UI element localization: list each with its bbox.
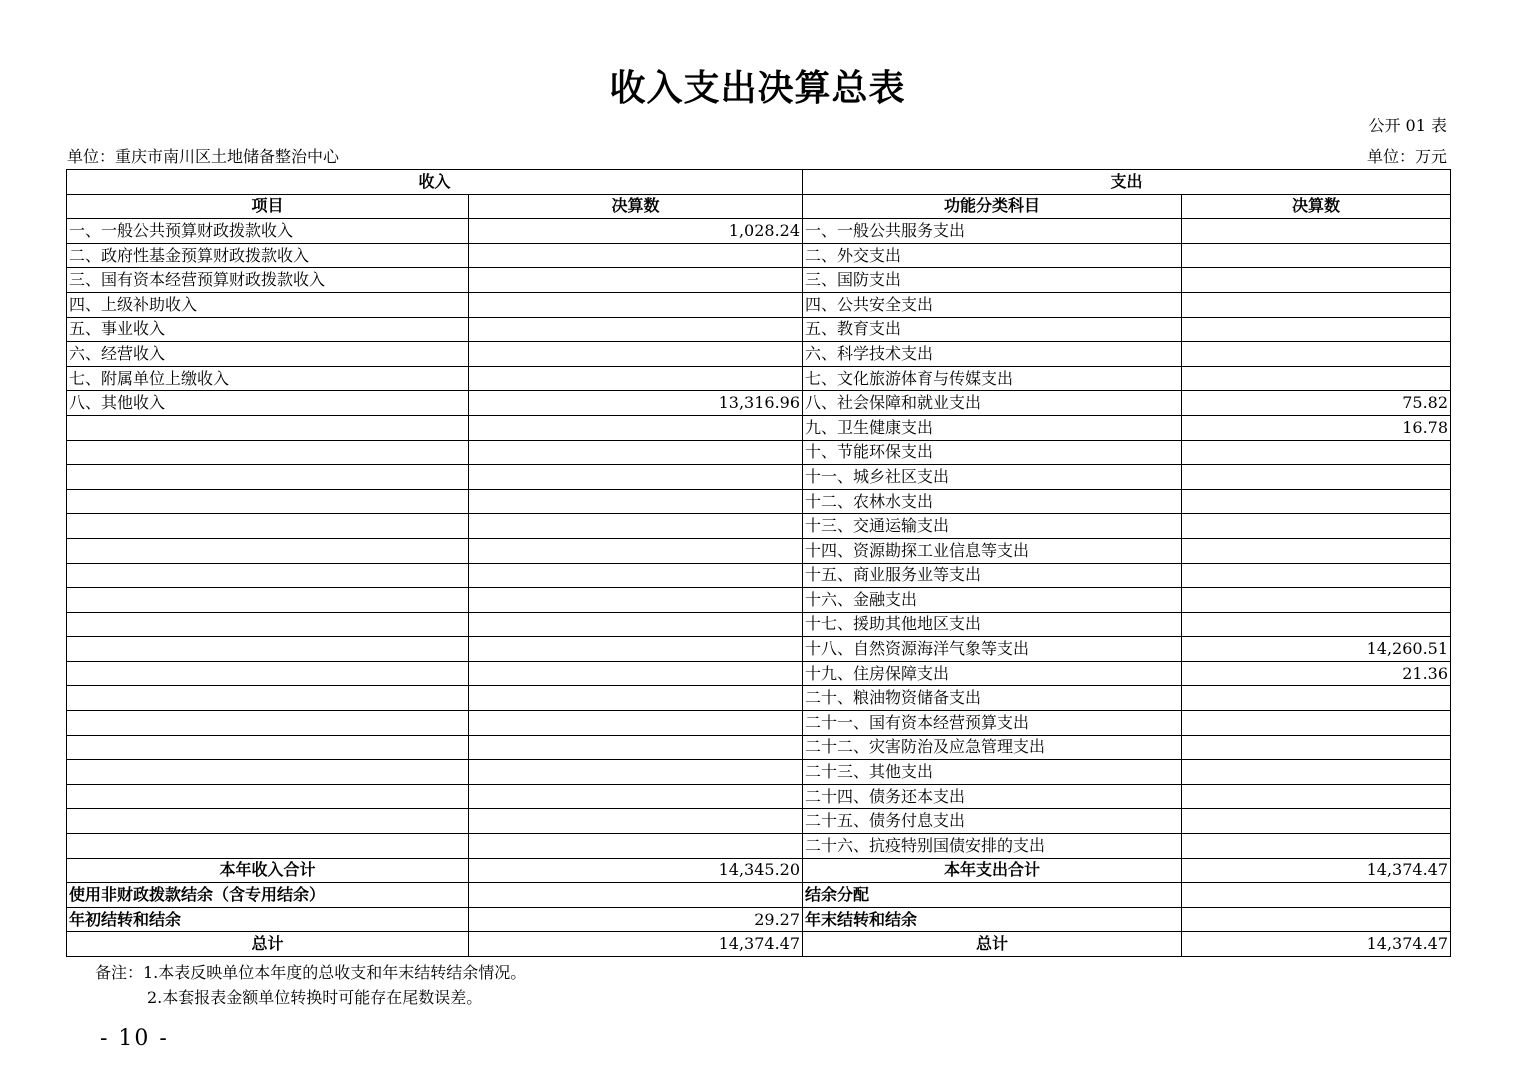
income-amount-cell bbox=[469, 366, 803, 391]
income-amount-cell bbox=[469, 268, 803, 293]
income-amount-cell bbox=[469, 342, 803, 367]
income-amount-cell: 1,028.24 bbox=[469, 219, 803, 244]
expense-item-cell: 十六、金融支出 bbox=[803, 588, 1182, 613]
table-row bbox=[67, 735, 1451, 760]
income-item-cell bbox=[67, 440, 469, 465]
income-header: 收入 bbox=[67, 170, 803, 195]
table-row bbox=[67, 784, 1451, 809]
summary-expense-label: 总计 bbox=[803, 932, 1182, 957]
income-amount-cell bbox=[469, 588, 803, 613]
income-amount-cell bbox=[469, 465, 803, 490]
income-item-cell bbox=[67, 809, 469, 834]
expense-amount-cell bbox=[1182, 809, 1451, 834]
expense-amount-cell bbox=[1182, 735, 1451, 760]
expense-item-cell: 五、教育支出 bbox=[803, 317, 1182, 342]
expense-amount-cell bbox=[1182, 588, 1451, 613]
table-row bbox=[67, 391, 1451, 416]
expense-amount-cell bbox=[1182, 711, 1451, 736]
table-row bbox=[67, 538, 1451, 563]
table-row bbox=[67, 637, 1451, 662]
income-item-cell bbox=[67, 563, 469, 588]
income-amount-cell bbox=[469, 809, 803, 834]
income-amount-cell bbox=[469, 834, 803, 859]
expense-item-cell: 七、文化旅游体育与传媒支出 bbox=[803, 366, 1182, 391]
table-row bbox=[67, 489, 1451, 514]
expense-amount-cell bbox=[1182, 760, 1451, 785]
income-amount-cell bbox=[469, 489, 803, 514]
expense-item-cell: 四、公共安全支出 bbox=[803, 292, 1182, 317]
table-row bbox=[67, 588, 1451, 613]
summary-income-amount: 29.27 bbox=[469, 907, 803, 932]
expense-amount-cell bbox=[1182, 268, 1451, 293]
page-title: 收入支出决算总表 bbox=[609, 68, 906, 109]
expense-item-cell: 八、社会保障和就业支出 bbox=[803, 391, 1182, 416]
income-amount-cell bbox=[469, 538, 803, 563]
expense-item-cell: 二十六、抗疫特别国债安排的支出 bbox=[803, 834, 1182, 859]
table-row bbox=[67, 809, 1451, 834]
expense-item-cell: 二十五、债务付息支出 bbox=[803, 809, 1182, 834]
table-row bbox=[67, 219, 1451, 244]
expense-amount-cell: 75.82 bbox=[1182, 391, 1451, 416]
expense-amount-cell bbox=[1182, 538, 1451, 563]
expense-amount-cell bbox=[1182, 219, 1451, 244]
income-amount-cell bbox=[469, 415, 803, 440]
income-item-cell: 一、一般公共预算财政拨款收入 bbox=[67, 219, 469, 244]
table-row bbox=[67, 661, 1451, 686]
income-item-cell bbox=[67, 415, 469, 440]
income-amount-cell bbox=[469, 317, 803, 342]
summary-income-label: 本年收入合计 bbox=[67, 858, 469, 883]
expense-amount-cell bbox=[1182, 465, 1451, 490]
summary-row bbox=[67, 883, 1451, 908]
income-item-cell bbox=[67, 612, 469, 637]
expense-item-cell: 十五、商业服务业等支出 bbox=[803, 563, 1182, 588]
income-item-cell: 四、上级补助收入 bbox=[67, 292, 469, 317]
expense-amount-cell: 21.36 bbox=[1182, 661, 1451, 686]
form-code: 公开 01 表 bbox=[1368, 116, 1447, 135]
income-amount-cell bbox=[469, 784, 803, 809]
income-item-cell bbox=[67, 735, 469, 760]
income-amount-cell bbox=[469, 711, 803, 736]
income-item-cell bbox=[67, 465, 469, 490]
expense-item-cell: 十八、自然资源海洋气象等支出 bbox=[803, 637, 1182, 662]
expense-amount-cell bbox=[1182, 834, 1451, 859]
expense-amount-cell bbox=[1182, 686, 1451, 711]
expense-item-cell: 十三、交通运输支出 bbox=[803, 514, 1182, 539]
income-item-cell bbox=[67, 637, 469, 662]
expense-amount-cell: 16.78 bbox=[1182, 415, 1451, 440]
summary-income-amount: 14,374.47 bbox=[469, 932, 803, 957]
expense-item-cell: 三、国防支出 bbox=[803, 268, 1182, 293]
income-item-cell: 三、国有资本经营预算财政拨款收入 bbox=[67, 268, 469, 293]
table-row bbox=[67, 834, 1451, 859]
summary-expense-label: 本年支出合计 bbox=[803, 858, 1182, 883]
income-amount-cell bbox=[469, 760, 803, 785]
expense-item-cell: 十二、农林水支出 bbox=[803, 489, 1182, 514]
expense-item-cell: 二十二、灾害防治及应急管理支出 bbox=[803, 735, 1182, 760]
table-header-row bbox=[67, 194, 1451, 219]
table-row bbox=[67, 268, 1451, 293]
income-item-cell bbox=[67, 588, 469, 613]
summary-row bbox=[67, 932, 1451, 957]
income-item-cell bbox=[67, 834, 469, 859]
summary-income-amount: 14,345.20 bbox=[469, 858, 803, 883]
expense-item-cell: 二十四、债务还本支出 bbox=[803, 784, 1182, 809]
table-row bbox=[67, 563, 1451, 588]
income-item-cell: 八、其他收入 bbox=[67, 391, 469, 416]
income-amount-cell bbox=[469, 686, 803, 711]
summary-expense-amount bbox=[1182, 907, 1451, 932]
summary-income-label: 年初结转和结余 bbox=[67, 907, 469, 932]
summary-row bbox=[67, 858, 1451, 883]
expense-item-cell: 十四、资源勘探工业信息等支出 bbox=[803, 538, 1182, 563]
expense-item-cell: 十一、城乡社区支出 bbox=[803, 465, 1182, 490]
expense-amount-cell bbox=[1182, 563, 1451, 588]
expense-item-cell: 二十一、国有资本经营预算支出 bbox=[803, 711, 1182, 736]
expense-item-cell: 一、一般公共服务支出 bbox=[803, 219, 1182, 244]
income-item-cell bbox=[67, 784, 469, 809]
expense-item-cell: 十九、住房保障支出 bbox=[803, 661, 1182, 686]
table-row bbox=[67, 292, 1451, 317]
income-item-cell: 二、政府性基金预算财政拨款收入 bbox=[67, 243, 469, 268]
table-row bbox=[67, 440, 1451, 465]
table-row bbox=[67, 317, 1451, 342]
income-item-cell bbox=[67, 514, 469, 539]
summary-income-label: 总计 bbox=[67, 932, 469, 957]
expense-item-cell: 六、科学技术支出 bbox=[803, 342, 1182, 367]
expense-amount-cell bbox=[1182, 342, 1451, 367]
table-row bbox=[67, 366, 1451, 391]
table-row bbox=[67, 465, 1451, 490]
income-item-cell: 六、经营收入 bbox=[67, 342, 469, 367]
expense-amount-cell: 14,260.51 bbox=[1182, 637, 1451, 662]
income-item-cell bbox=[67, 538, 469, 563]
income-amount-column-header: 决算数 bbox=[469, 194, 803, 219]
expense-header: 支出 bbox=[803, 170, 1451, 195]
table-row bbox=[67, 711, 1451, 736]
income-amount-cell bbox=[469, 563, 803, 588]
expense-amount-cell bbox=[1182, 292, 1451, 317]
summary-expense-amount: 14,374.47 bbox=[1182, 932, 1451, 957]
expense-item-cell: 十、节能环保支出 bbox=[803, 440, 1182, 465]
unit-name: 单位：重庆市南川区土地储备整治中心 bbox=[67, 147, 340, 166]
note-line-2: 2.本套报表金额单位转换时可能存在尾数误差。 bbox=[147, 988, 483, 1007]
income-item-cell bbox=[67, 760, 469, 785]
table-row bbox=[67, 612, 1451, 637]
income-item-cell: 七、附属单位上缴收入 bbox=[67, 366, 469, 391]
income-item-cell bbox=[67, 489, 469, 514]
summary-income-label: 使用非财政拨款结余（含专用结余） bbox=[67, 883, 469, 908]
summary-row bbox=[67, 907, 1451, 932]
income-amount-cell bbox=[469, 440, 803, 465]
expense-item-cell: 二十三、其他支出 bbox=[803, 760, 1182, 785]
income-amount-cell bbox=[469, 514, 803, 539]
table-row bbox=[67, 760, 1451, 785]
expense-item-cell: 九、卫生健康支出 bbox=[803, 415, 1182, 440]
summary-expense-label: 结余分配 bbox=[803, 883, 1182, 908]
income-amount-cell bbox=[469, 243, 803, 268]
summary-expense-amount bbox=[1182, 883, 1451, 908]
summary-expense-label: 年末结转和结余 bbox=[803, 907, 1182, 932]
income-item-cell: 五、事业收入 bbox=[67, 317, 469, 342]
income-expense-table bbox=[66, 169, 1451, 957]
income-item-cell bbox=[67, 711, 469, 736]
table-row bbox=[67, 686, 1451, 711]
table-body bbox=[67, 219, 1451, 957]
function-subject-column-header: 功能分类科目 bbox=[803, 194, 1182, 219]
unit-currency: 单位：万元 bbox=[1366, 147, 1447, 166]
expense-item-cell: 二、外交支出 bbox=[803, 243, 1182, 268]
income-item-cell bbox=[67, 661, 469, 686]
table-row bbox=[67, 415, 1451, 440]
expense-amount-cell bbox=[1182, 317, 1451, 342]
table-row bbox=[67, 342, 1451, 367]
income-amount-cell bbox=[469, 735, 803, 760]
expense-item-cell: 十七、援助其他地区支出 bbox=[803, 612, 1182, 637]
expense-amount-cell bbox=[1182, 366, 1451, 391]
expense-amount-cell bbox=[1182, 489, 1451, 514]
expense-amount-cell bbox=[1182, 612, 1451, 637]
expense-amount-column-header: 决算数 bbox=[1182, 194, 1451, 219]
income-amount-cell bbox=[469, 292, 803, 317]
income-amount-cell bbox=[469, 612, 803, 637]
note-line-1: 备注：1.本表反映单位本年度的总收支和年末结转结余情况。 bbox=[95, 963, 527, 982]
expense-item-cell: 二十、粮油物资储备支出 bbox=[803, 686, 1182, 711]
income-item-cell bbox=[67, 686, 469, 711]
expense-amount-cell bbox=[1182, 440, 1451, 465]
income-amount-cell bbox=[469, 661, 803, 686]
item-column-header: 项目 bbox=[67, 194, 469, 219]
table-header-row-group bbox=[67, 170, 1451, 195]
page-number: - 10 - bbox=[100, 1026, 169, 1051]
expense-amount-cell bbox=[1182, 784, 1451, 809]
table-row bbox=[67, 514, 1451, 539]
expense-amount-cell bbox=[1182, 243, 1451, 268]
summary-expense-amount: 14,374.47 bbox=[1182, 858, 1451, 883]
income-amount-cell bbox=[469, 637, 803, 662]
expense-amount-cell bbox=[1182, 514, 1451, 539]
summary-income-amount bbox=[469, 883, 803, 908]
income-amount-cell: 13,316.96 bbox=[469, 391, 803, 416]
table-row bbox=[67, 243, 1451, 268]
notes bbox=[95, 960, 526, 1010]
